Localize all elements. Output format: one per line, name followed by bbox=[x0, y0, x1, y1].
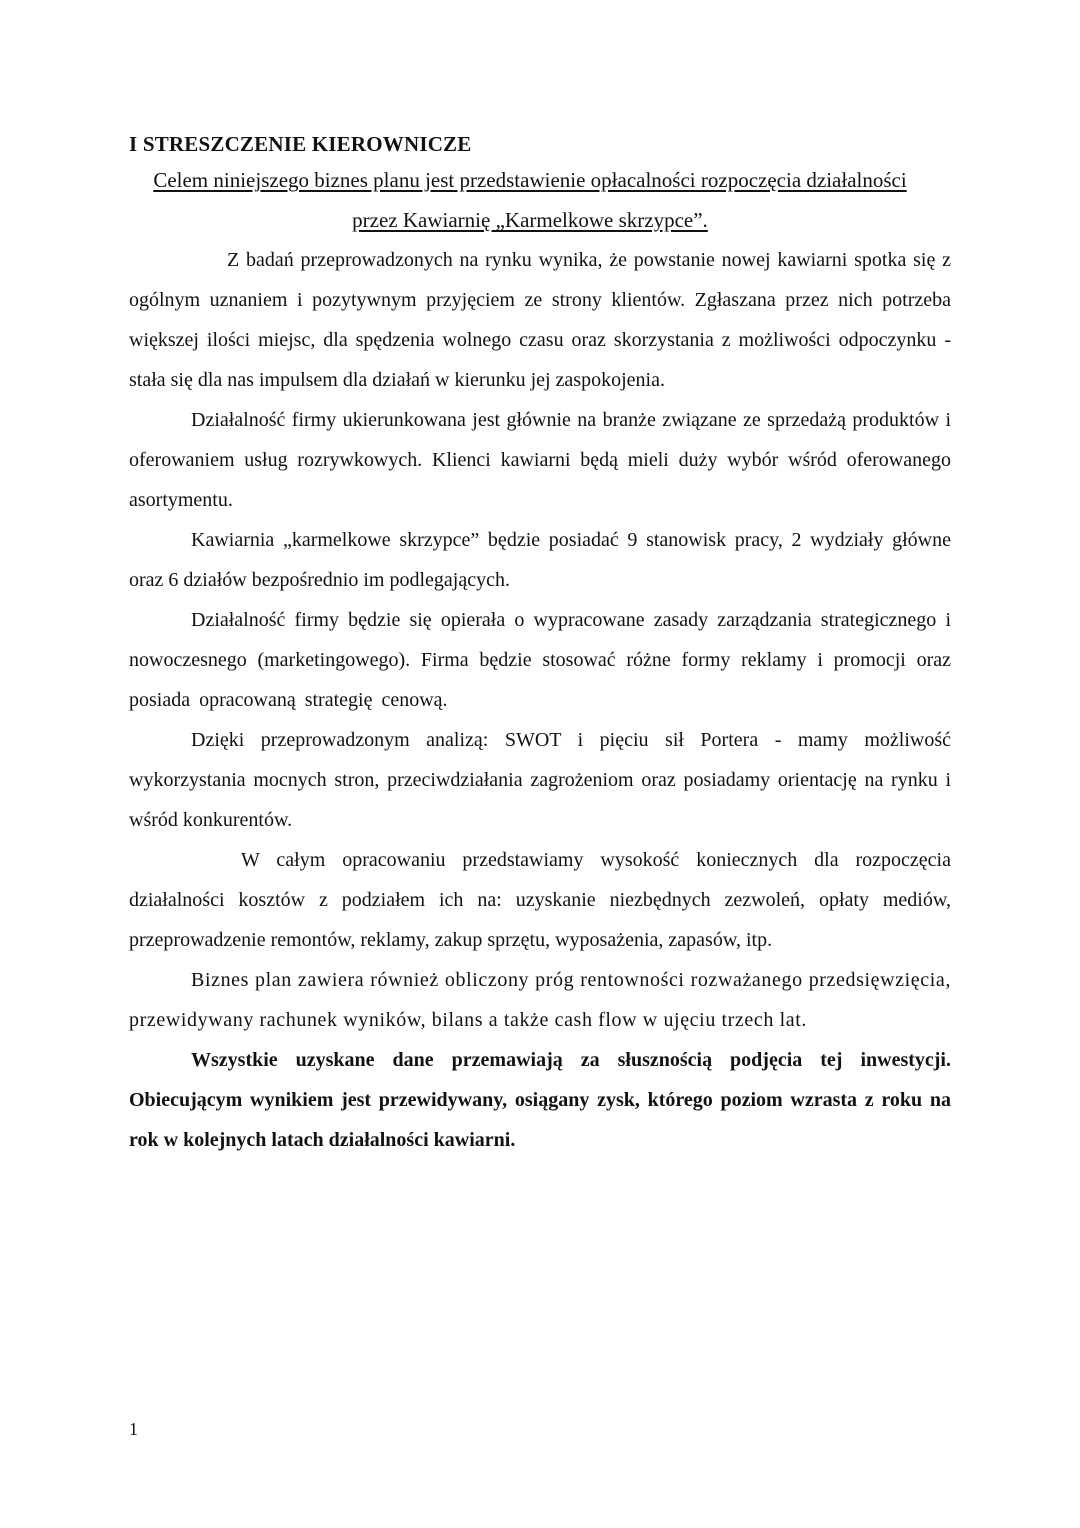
paragraph-analysis: Dzięki przeprowadzonym analizą: SWOT i pięciu sił Portera - mamy możliwość wykorzystania mocnych stron, przeciwdziałania zagrożeniom oraz posiadamy orientację na rynku i wśród konkurentów. bbox=[129, 729, 951, 831]
intro-line-1: Celem niniejszego biznes planu jest przedstawienie opłacalności rozpoczęcia działalności bbox=[153, 168, 907, 192]
intro-line-2: przez Kawiarnię „Karmelkowe skrzypce”. bbox=[352, 208, 708, 232]
section-heading: I STRESZCZENIE KIEROWNICZE bbox=[129, 132, 472, 156]
paragraph-business-scope: Działalność firmy ukierunkowana jest głównie na branże związane ze sprzedażą produktów i oferowaniem usług rozrywkowych. Klienci kawiarni będą mieli duży wybór wśród oferowanego asortymentu. bbox=[129, 409, 951, 511]
paragraph-market-research: Z badań przeprowadzonych na rynku wynika, że powstanie nowej kawiarni spotka się z ogólnym uznaniem i pozytywnym przyjęciem ze strony klientów. Zgłaszana przez nich potrzeba większej ilości miejsc, dla spędzenia wolnego czasu oraz skorzystania z możliwości odpoczynku - stała się dla nas impulsem dla działań w kierunku jej zaspokojenia. bbox=[129, 249, 951, 391]
page-content bbox=[129, 128, 951, 1160]
page-number: 1 bbox=[129, 1419, 138, 1439]
paragraph-conclusion: Wszystkie uzyskane dane przemawiają za słusznością podjęcia tej inwestycji. Obiecującym wynikiem jest przewidywany, osiągany zysk, którego poziom wzrasta z roku na rok w kolejnych latach działalności kawiarni. bbox=[129, 1049, 951, 1151]
paragraph-financials: Biznes plan zawiera również obliczony próg rentowności rozważanego przedsięwzięcia, przewidywany rachunek wyników, bilans a także cash flow w ujęciu trzech lat. bbox=[129, 969, 951, 1031]
paragraph-management: Działalność firmy będzie się opierała o wypracowane zasady zarządzania strategicznego i nowoczesnego (marketingowego). Firma będzie stosować różne formy reklamy i promocji oraz posiada opracowaną strategię cenową. bbox=[129, 609, 951, 711]
paragraph-staffing: Kawiarnia „karmelkowe skrzypce” będzie posiadać 9 stanowisk pracy, 2 wydziały główne oraz 6 działów bezpośrednio im podlegających. bbox=[129, 529, 951, 591]
paragraph-costs: W całym opracowaniu przedstawiamy wysokość koniecznych dla rozpoczęcia działalności kosztów z podziałem ich na: uzyskanie niezbędnych zezwoleń, opłaty mediów, przeprowadzenie remontów, reklamy, zakup sprzętu, wyposażenia, zapasów, itp. bbox=[129, 849, 951, 951]
